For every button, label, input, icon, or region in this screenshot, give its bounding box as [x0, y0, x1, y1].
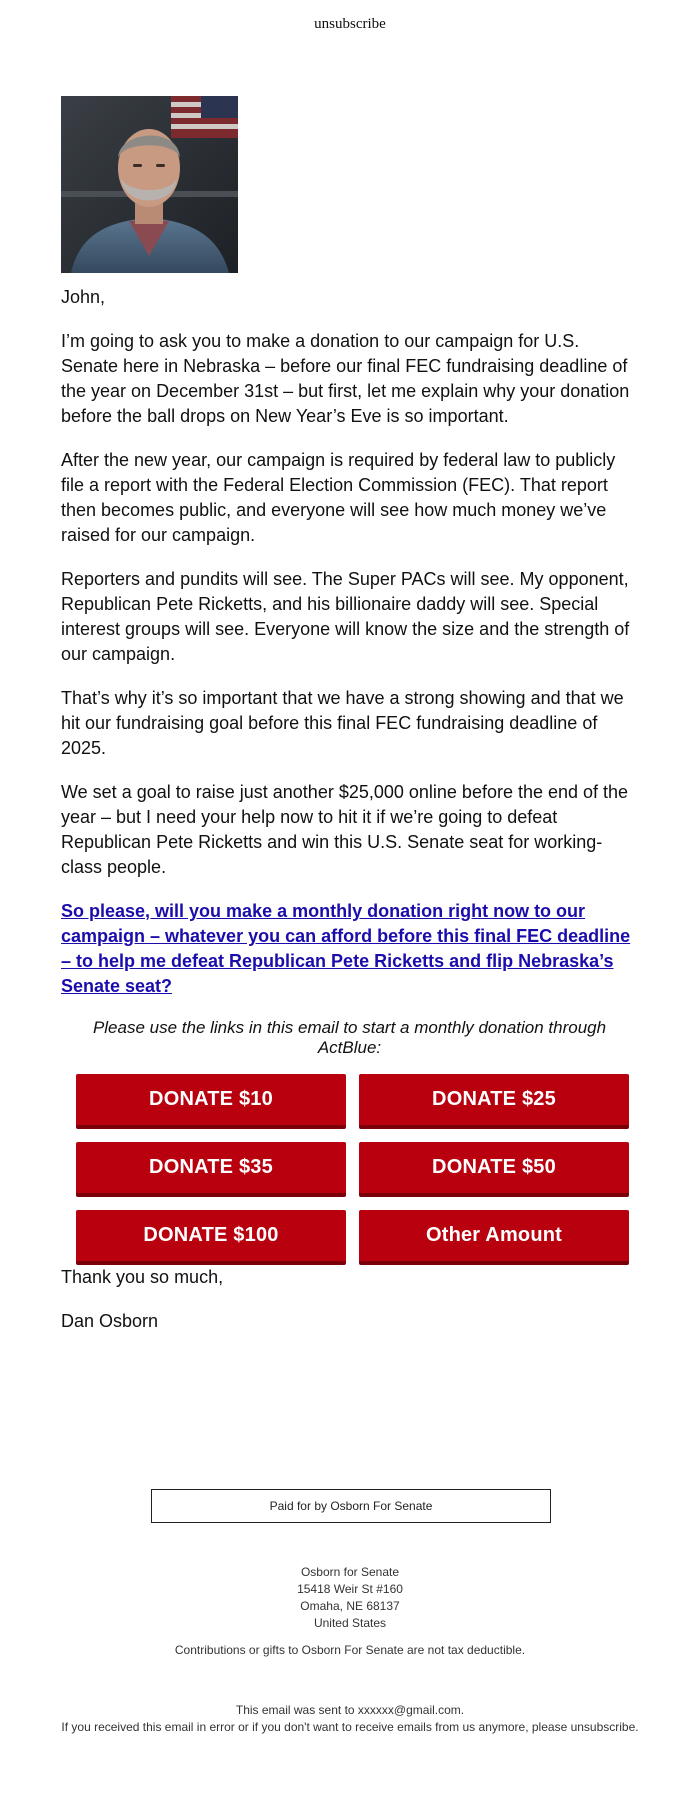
- recipient-email: xxxxxx@gmail.com.: [357, 1703, 465, 1717]
- donate-cta-link[interactable]: So please, will you make a monthly donation right now to our campaign – whatever you can afford before this final FEC deadline – to help me defeat Republican Pete Ricketts and flip Nebraska’s Senate seat?: [61, 901, 631, 996]
- paragraph: We set a goal to raise just another $25,000 online before the end of the year – but I need your help now to hit it if we’re going to defeat Republican Pete Ricketts and win this U.S. Senate seat for working-class people.: [61, 782, 629, 877]
- paid-for-disclaimer: Paid for by Osborn For Senate: [151, 1489, 551, 1523]
- error-note: If you received this email in error or if you don't want to receive emails from us anymore, please unsubscribe.: [61, 1720, 639, 1734]
- header: [0, 0, 700, 40]
- closing: Thank you so much,: [61, 1267, 224, 1287]
- sent-prefix: This email was sent to: [235, 1703, 355, 1717]
- donation-buttons: [76, 1074, 638, 1265]
- address-country: United States: [313, 1616, 387, 1630]
- address-street: 15418 Weir St #160: [297, 1582, 403, 1596]
- signature: Dan Osborn: [61, 1311, 159, 1331]
- donate-10-button[interactable]: DONATE $10: [76, 1074, 346, 1129]
- candidate-photo: [61, 96, 238, 273]
- greeting: John,: [61, 287, 106, 307]
- sent-info: [0, 1702, 700, 1736]
- paragraph: Reporters and pundits will see. The Super PACs will see. My opponent, Republican Pete Ricketts, and his billionaire daddy will see. Special interest groups will see. Everyone will know the size and the strength of our campaign.: [61, 569, 630, 664]
- donate-50-button[interactable]: DONATE $50: [359, 1142, 629, 1197]
- paragraph: That’s why it’s so important that we have a strong showing and that we hit our fundraising goal before this final FEC fundraising deadline of 2025.: [61, 688, 624, 758]
- unsubscribe-link[interactable]: unsubscribe: [314, 16, 386, 32]
- donate-25-button[interactable]: DONATE $25: [359, 1074, 629, 1129]
- other-amount-button[interactable]: Other Amount: [359, 1210, 629, 1265]
- sent-line: [0, 1702, 700, 1719]
- mailing-address: [0, 1564, 700, 1632]
- tax-note: Contributions or gifts to Osborn For Senate are not tax deductible.: [174, 1643, 526, 1657]
- paragraph: I’m going to ask you to make a donation to our campaign for U.S. Senate here in Nebraska – before our final FEC fundraising deadline of the year on December 31st – but first, let me explain why your donation before the ball drops on New Year’s Eve is so important.: [61, 331, 630, 426]
- donate-35-button[interactable]: DONATE $35: [76, 1142, 346, 1197]
- actblue-note: Please use the links in this email to start a monthly donation through ActBlue:: [92, 1018, 607, 1057]
- paragraph: After the new year, our campaign is required by federal law to publicly file a report with the Federal Election Commission (FEC). That report then becomes public, and everyone will see how much money we’ve raised for our campaign.: [61, 450, 616, 545]
- donate-100-button[interactable]: DONATE $100: [76, 1210, 346, 1265]
- address-org: Osborn for Senate: [300, 1565, 400, 1579]
- email-body: [61, 96, 638, 1353]
- address-city: Omaha, NE 68137: [300, 1599, 400, 1613]
